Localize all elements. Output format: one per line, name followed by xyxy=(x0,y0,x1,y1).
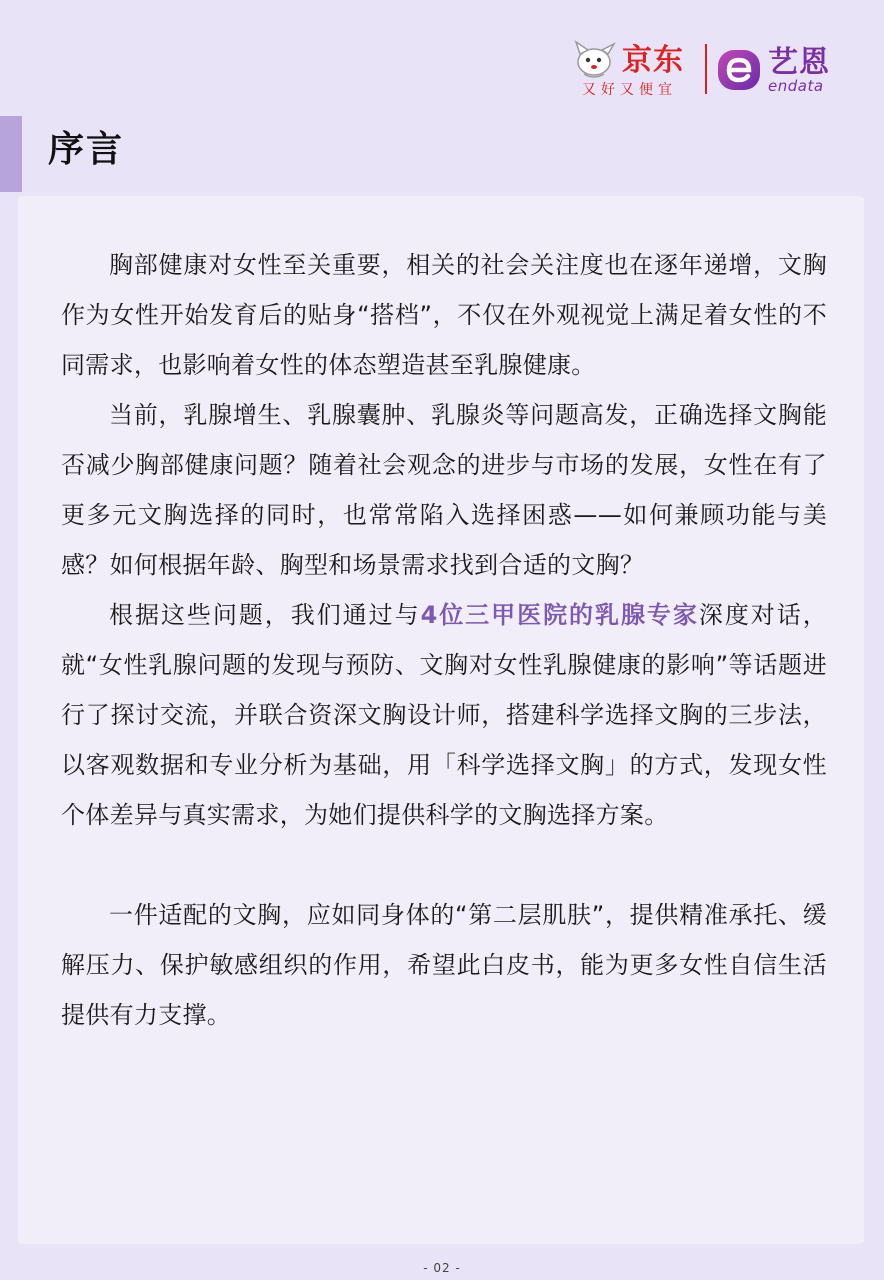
title-accent-bar xyxy=(0,116,22,192)
jd-logo-text: 京东 xyxy=(622,43,684,78)
paragraph-4: 一件适配的文胸，应如同身体的“第二层肌肤”，提供精准承托、缓解压力、保护敏感组织的作用，希望此白皮书，能为更多女性自信生活提供有力支撑。 xyxy=(61,901,827,1029)
experts-highlight: 4位三甲医院的乳腺专家 xyxy=(420,601,699,629)
jd-dog-icon xyxy=(572,40,616,80)
jd-logo xyxy=(572,38,696,100)
paragraph-1: 胸部健康对女性至关重要，相关的社会关注度也在逐年递增，文胸作为女性开始发育后的贴身“搭档”，不仅在外观视觉上满足着女性的不同需求，也影响着女性的体态塑造甚至乳腺健康。 xyxy=(61,251,827,379)
content-card xyxy=(18,196,864,1244)
jd-slogan: 又好又便宜 xyxy=(582,82,677,98)
page-title: 序言 xyxy=(48,129,125,170)
paragraph-3-start: 根据这些问题，我们通过与 xyxy=(109,601,421,629)
endata-logo-en: endata xyxy=(768,77,824,95)
endata-logo xyxy=(716,42,840,98)
page-number: - 02 - xyxy=(423,1261,461,1275)
endata-e-icon xyxy=(716,48,762,92)
logo-divider xyxy=(705,44,707,94)
endata-logo-text: 艺恩 xyxy=(768,45,830,80)
paragraph-2: 当前，乳腺增生、乳腺囊肿、乳腺炎等问题高发，正确选择文胸能否减少胸部健康问题？随着社会观念的进步与市场的发展，女性在有了更多元文胸选择的同时，也常常陷入选择困惑——如何兼顾功能与美感？如何根据年龄、胸型和场景需求找到合适的文胸？ xyxy=(61,401,827,579)
paragraph-3-end: 深度对话，就“女性乳腺问题的发现与预防、文胸对女性乳腺健康的影响”等话题进行了探讨交流，并联合资深文胸设计师，搭建科学选择文胸的三步法，以客观数据和专业分析为基础，用「科学选择文胸」的方式，发现女性个体差异与真实需求，为她们提供科学的文胸选择方案。 xyxy=(61,601,828,829)
preface-body xyxy=(61,240,827,1040)
paragraph-3 xyxy=(61,590,827,840)
